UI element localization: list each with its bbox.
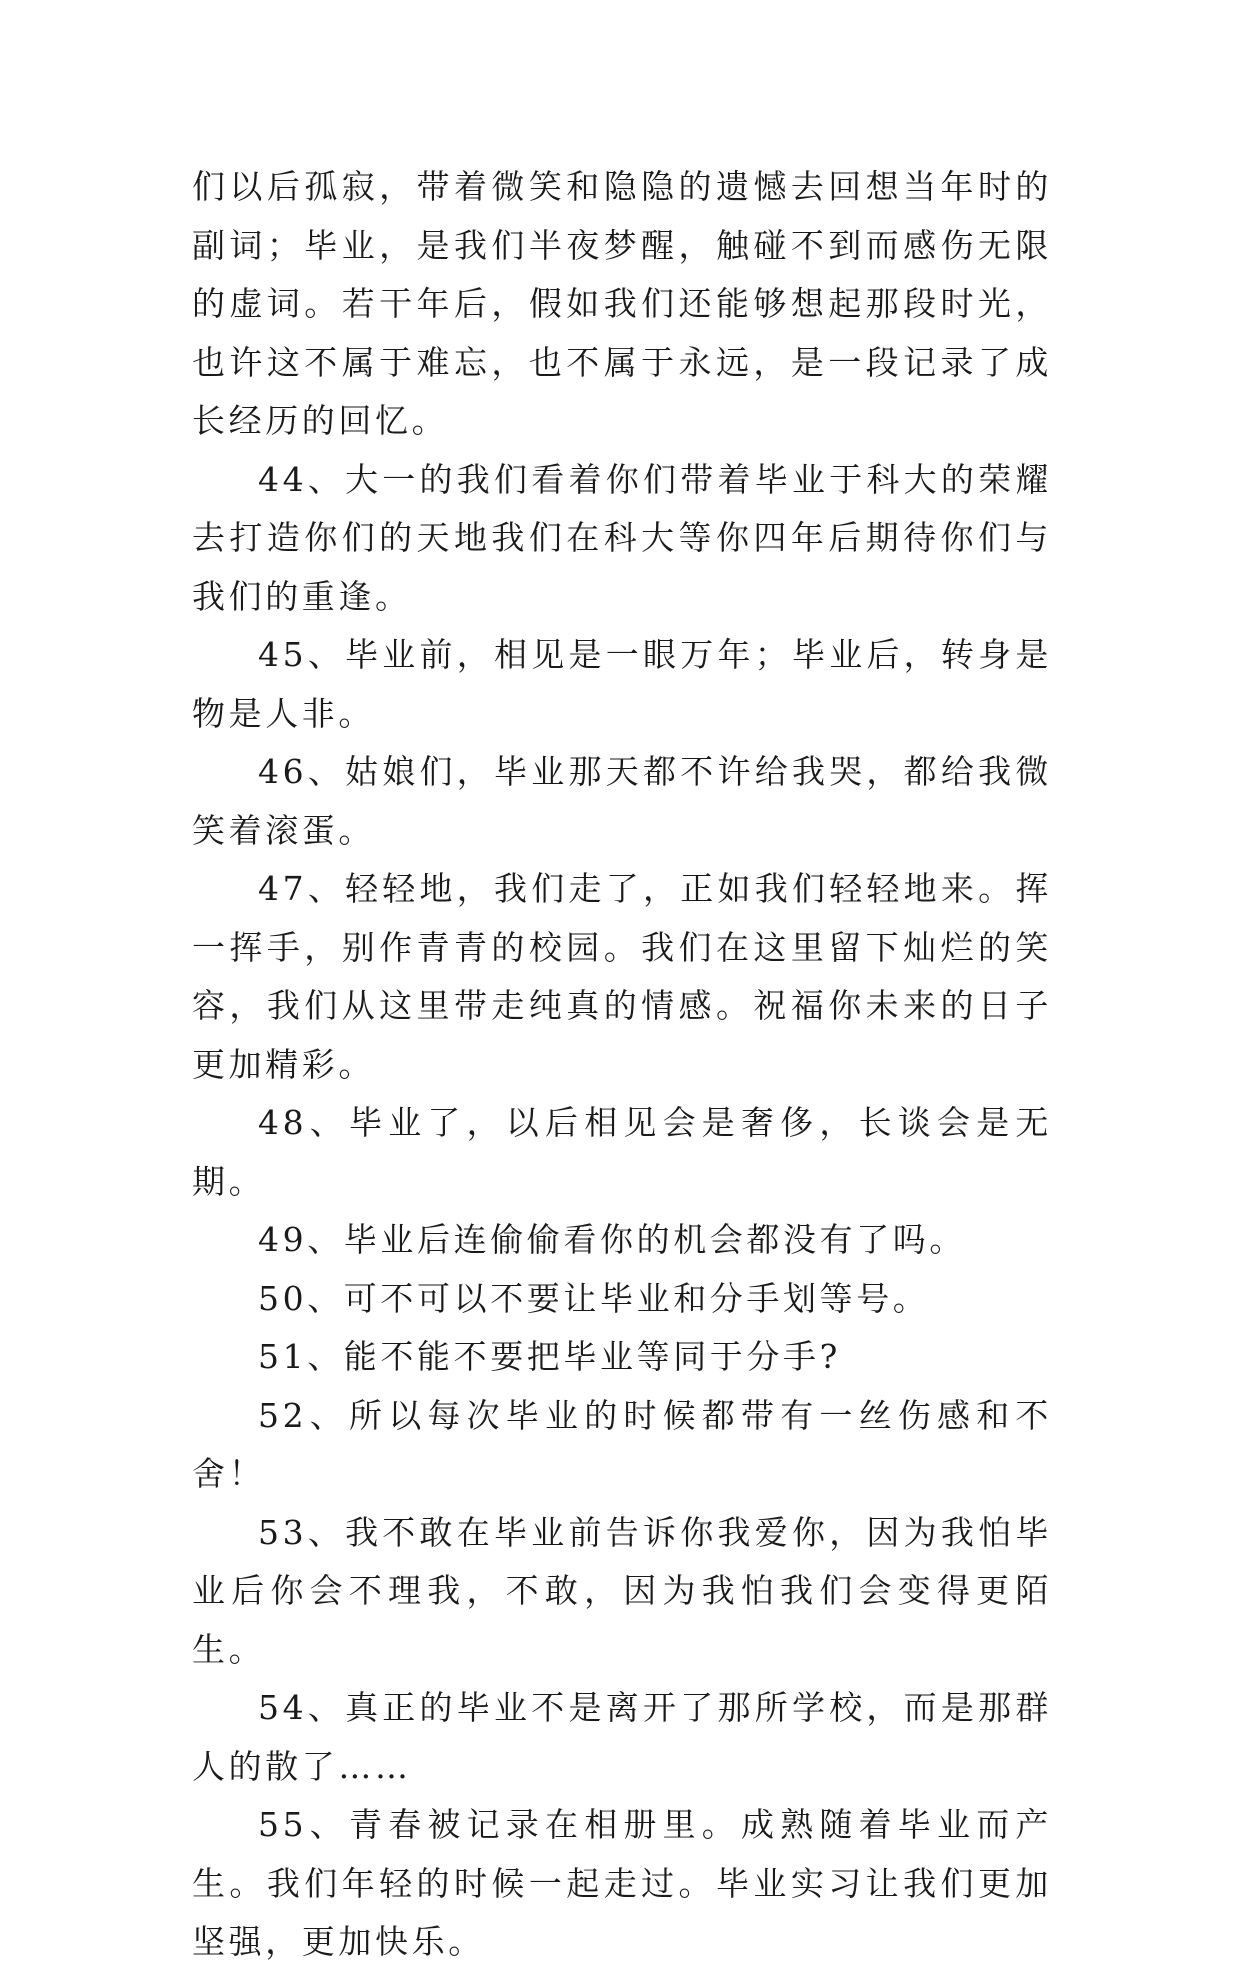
paragraph-45: 45、毕业前，相见是一眼万年；毕业后，转身是物是人非。 (192, 635, 1052, 733)
paragraph-49: 49、毕业后连偷偷看你的机会都没有了吗。 (258, 1220, 966, 1259)
paragraph-51: 51、能不能不要把毕业等同于分手? (258, 1337, 841, 1376)
paragraph-46: 46、姑娘们，毕业那天都不许给我哭，都给我微笑着滚蛋。 (192, 752, 1052, 850)
paragraph-48: 48、毕业了，以后相见会是奢侈，长谈会是无期。 (192, 1103, 1052, 1201)
paragraph-54: 54、真正的毕业不是离开了那所学校，而是那群人的散了…… (192, 1688, 1052, 1786)
paragraph-55: 55、青春被记录在相册里。成熟随着毕业而产生。我们年轻的时候一起走过。毕业实习让我们更加坚强，更加快乐。 (192, 1805, 1052, 1961)
paragraph-continued: 们以后孤寂，带着微笑和隐隐的遗憾去回想当年时的副词；毕业，是我们半夜梦醒，触碰不到而感伤无限的虚词。若干年后，假如我们还能够想起那段时光，也许这不属于难忘，也不属于永远，是一段记录了成长经历的回忆。 (192, 167, 1052, 440)
paragraph-50: 50、可不可以不要让毕业和分手划等号。 (258, 1278, 930, 1318)
paragraph-53: 53、我不敢在毕业前告诉你我爱你，因为我怕毕业后你会不理我，不敢，因为我怕我们会变得更陌生。 (192, 1512, 1052, 1669)
document-body (192, 158, 1052, 1972)
paragraph-47: 47、轻轻地，我们走了，正如我们轻轻地来。挥一挥手，别作青青的校园。我们在这里留下灿烂的笑容，我们从这里带走纯真的情感。祝福你未来的日子更加精彩。 (192, 869, 1052, 1084)
paragraph-44: 44、大一的我们看着你们带着毕业于科大的荣耀去打造你们的天地我们在科大等你四年后期待你们与我们的重逢。 (192, 459, 1052, 616)
paragraph-52: 52、所以每次毕业的时候都带有一丝伤感和不舍！ (192, 1395, 1052, 1493)
